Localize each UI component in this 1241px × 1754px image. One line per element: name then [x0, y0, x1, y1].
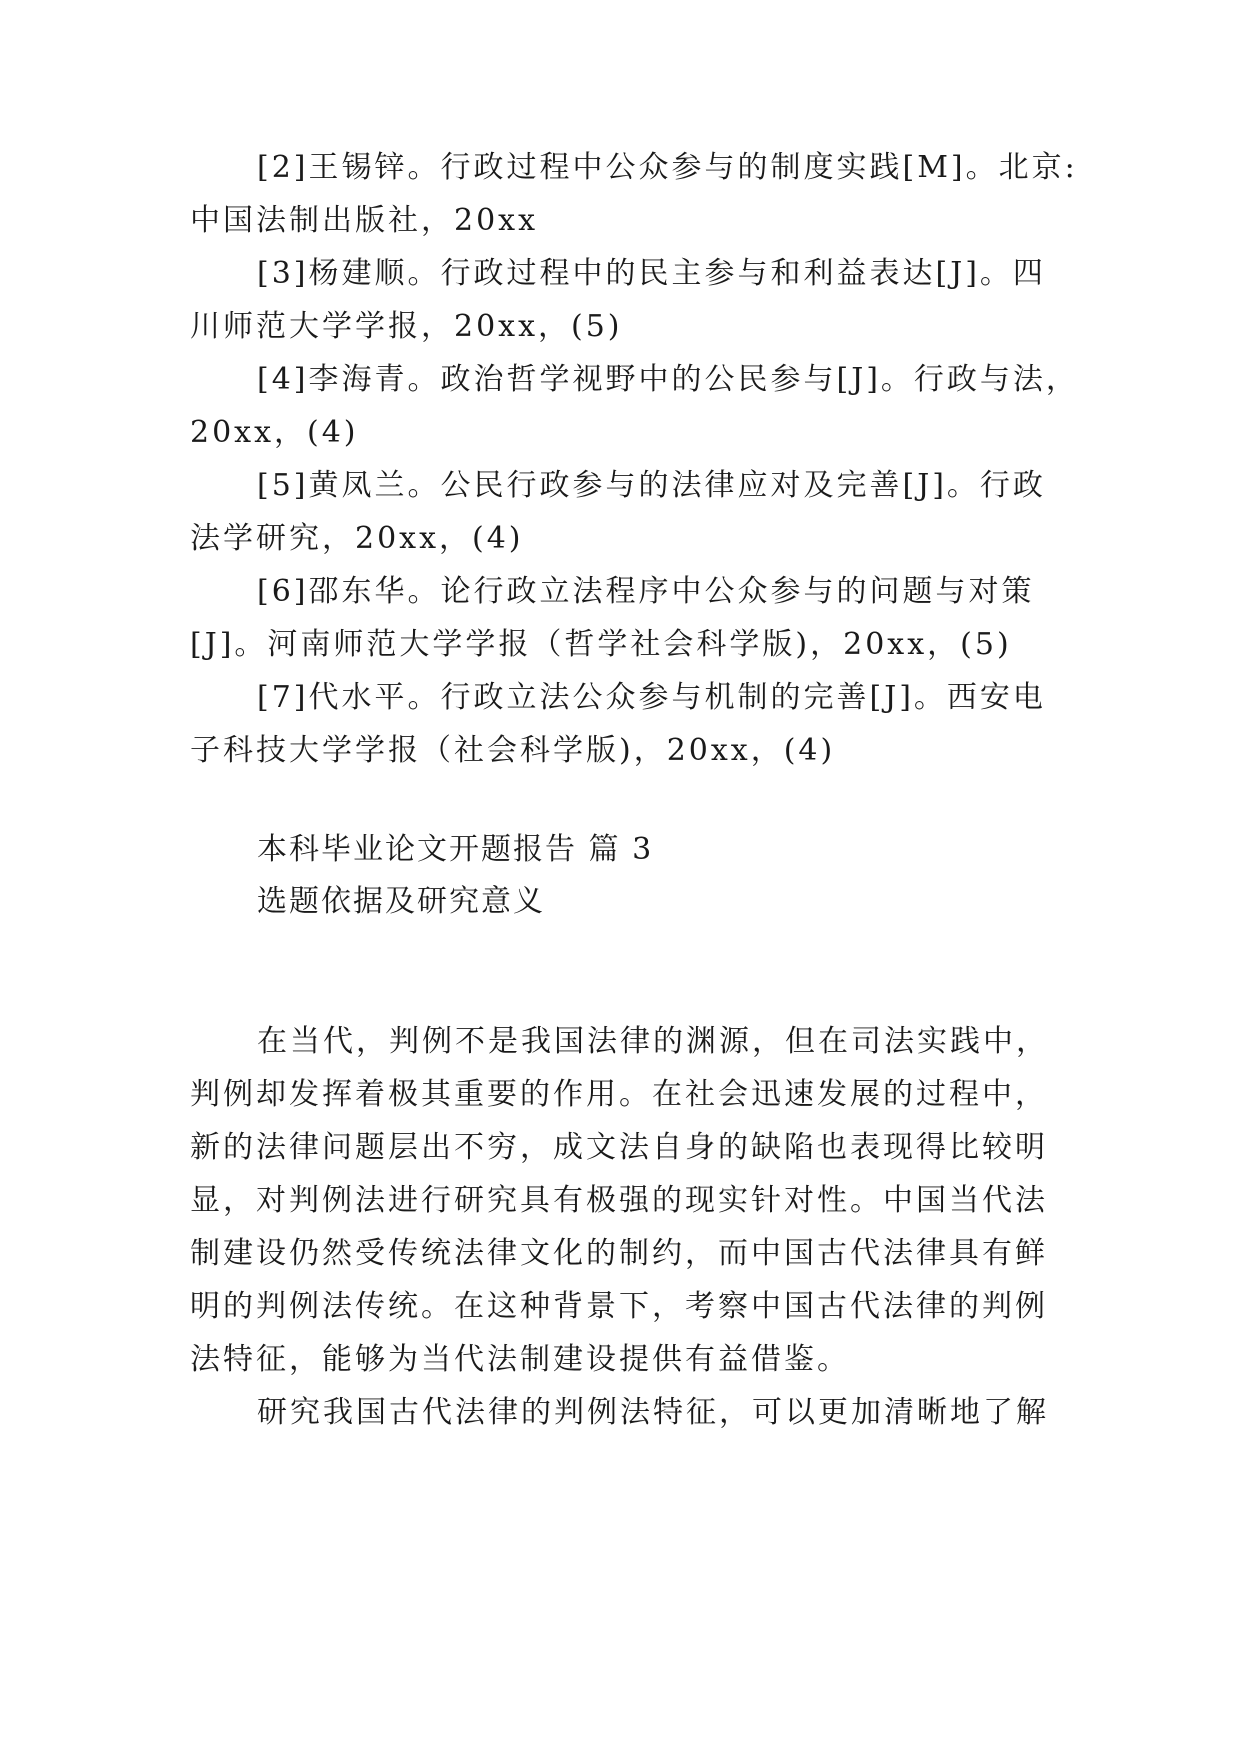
reference-4-line-2: 20xx，(4) — [190, 415, 359, 450]
paragraph-1-line-4: 显，对判例法进行研究具有极强的现实针对性。中国当代法 — [190, 1183, 1048, 1218]
paragraph-1-line-6: 明的判例法传统。在这种背景下，考察中国古代法律的判例 — [190, 1289, 1048, 1324]
reference-7-line-2: 子科技大学学报（社会科学版)，20xx，(4) — [190, 733, 836, 768]
reference-2-line-1: [2]王锡锌。行政过程中公众参与的制度实践[M]。北京: — [257, 150, 1078, 185]
reference-4-line-1: [4]李海青。政治哲学视野中的公民参与[J]。行政与法， — [257, 362, 1079, 397]
paragraph-1-line-1: 在当代，判例不是我国法律的渊源，但在司法实践中， — [257, 1024, 1049, 1059]
paragraph-2-line-1: 研究我国古代法律的判例法特征，可以更加清晰地了解 — [257, 1395, 1049, 1430]
paragraph-1-line-3: 新的法律问题层出不穷，成文法自身的缺陷也表现得比较明 — [190, 1130, 1048, 1165]
reference-6-line-2: [J]。河南师范大学学报（哲学社会科学版)，20xx，(5) — [190, 627, 1012, 662]
reference-7-line-1: [7]代水平。行政立法公众参与机制的完善[J]。西安电 — [257, 680, 1046, 715]
section-subtitle: 选题依据及研究意义 — [257, 884, 545, 919]
reference-6-line-1: [6]邵东华。论行政立法程序中公众参与的问题与对策 — [257, 574, 1035, 609]
reference-3-line-2: 川师范大学学报，20xx，(5) — [190, 309, 623, 344]
reference-5-line-2: 法学研究，20xx，(4) — [190, 521, 524, 556]
section-title: 本科毕业论文开题报告 篇 3 — [257, 832, 654, 867]
paragraph-1-line-7: 法特征，能够为当代法制建设提供有益借鉴。 — [190, 1342, 850, 1377]
reference-5-line-1: [5]黄凤兰。公民行政参与的法律应对及完善[J]。行政 — [257, 468, 1046, 503]
reference-3-line-1: [3]杨建顺。行政过程中的民主参与和利益表达[J]。四 — [257, 256, 1046, 291]
paragraph-1-line-2: 判例却发挥着极其重要的作用。在社会迅速发展的过程中， — [190, 1077, 1048, 1112]
paragraph-1-line-5: 制建设仍然受传统法律文化的制约，而中国古代法律具有鲜 — [190, 1236, 1048, 1271]
reference-2-line-2: 中国法制出版社，20xx — [190, 203, 539, 238]
